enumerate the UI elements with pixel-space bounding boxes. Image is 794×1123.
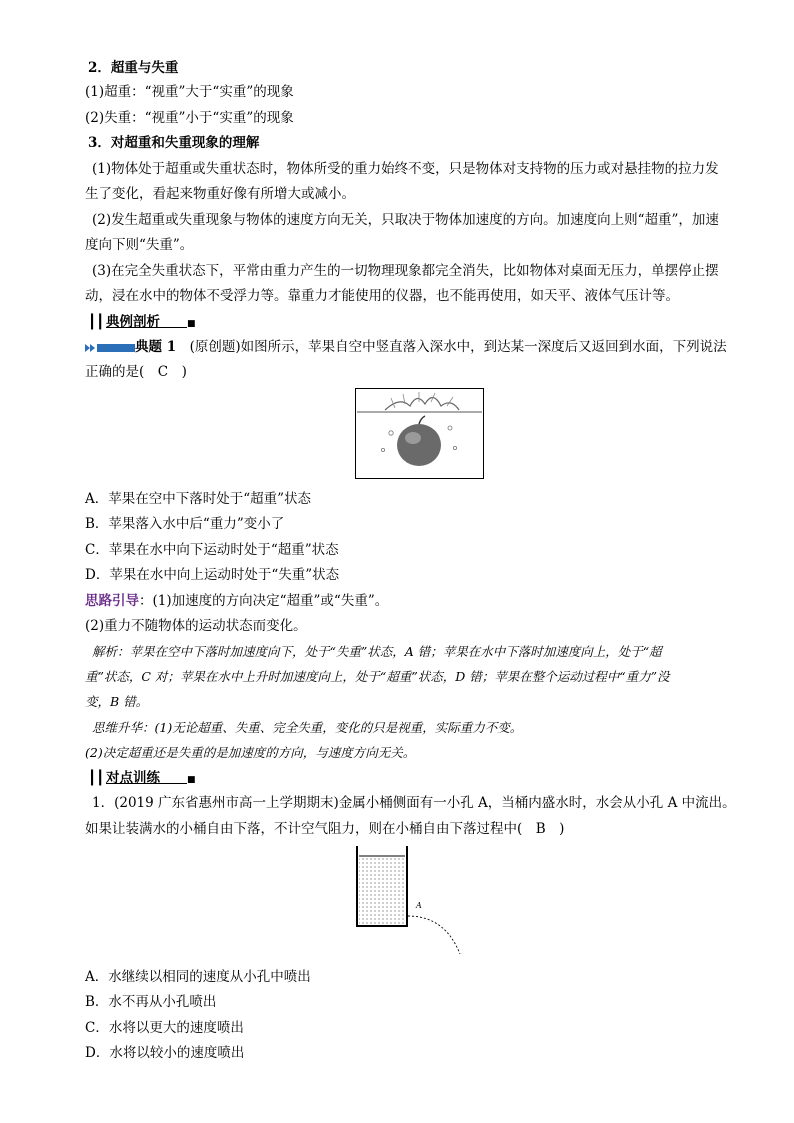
bucket-diagram (350, 846, 466, 956)
heading-overweight-underweight: 2．超重与失重 (88, 60, 179, 76)
example-option-b: B．苹果落入水中后“重力”变小了 (85, 516, 285, 532)
example-question-line-1 (85, 337, 727, 357)
section-bars-icon: ┃┃ (88, 770, 105, 786)
exercise-option-d: D．水将以较小的速度喷出 (85, 1045, 245, 1061)
hint-text-1: ：(1)加速度的方向决定“超重”或“失重”。 (139, 593, 389, 609)
exercise-option-c: C．水将以更大的速度喷出 (85, 1020, 244, 1036)
section-header-examples (88, 312, 196, 334)
analysis-line-2: 重”状态，C 对；苹果在水中上升时加速度向上，处于“超重”状态，D 错；苹果在整个运动过程中“重力”没 (85, 669, 670, 684)
section-title: 典例剖析 (106, 314, 160, 330)
heading-understanding: 3．对超重和失重现象的理解 (88, 135, 260, 151)
exercise-option-b: B．水不再从小孔喷出 (85, 994, 217, 1010)
section-bars-icon: ┃┃ (88, 314, 105, 330)
hint-label: 思路引导 (85, 593, 139, 609)
apple-splash-image (355, 388, 484, 479)
example-question-line-2: 正确的是( C ) (85, 364, 187, 380)
paragraph-3-line-2: 动，浸在水中的物体不受浮力等。靠重力才能使用的仪器，也不能再使用，如天平、液体气压计等。 (85, 288, 679, 304)
hole-label: A (416, 901, 422, 910)
example-option-c: C．苹果在水中向下运动时处于“超重”状态 (85, 542, 339, 558)
definition-underweight: (2)失重：“视重”小于“实重”的现象 (85, 110, 294, 126)
paragraph-1-line-1: (1)物体处于超重或失重状态时，物体所受的重力始终不变，只是物体对支持物的压力或对悬挂物的拉力发 (92, 161, 719, 177)
paragraph-2-line-2: 度向下则“失重”。 (85, 237, 194, 253)
section-end-mark: ■ (187, 775, 196, 785)
example-option-a: A．苹果在空中下落时处于“超重”状态 (85, 491, 312, 507)
example-label: 典题 1 (135, 339, 177, 355)
paragraph-2-line-1: (2)发生超重或失重现象与物体的速度方向无关，只取决于物体加速度的方向。加速度向上则“超重”，加速 (92, 212, 719, 228)
hint-line-1 (85, 591, 388, 611)
paragraph-3-line-1: (3)在完全失重状态下，平常由重力产生的一切物理现象都完全消失，比如物体对桌面无压力，单摆停止摆 (92, 263, 719, 279)
exercise-question-line-2: 如果让装满水的小桶自由下落，不计空气阻力，则在小桶自由下落过程中( B ) (85, 821, 565, 837)
hint-line-2: (2)重力不随物体的运动状态而变化。 (85, 618, 307, 634)
exercise-option-a: A．水继续以相同的速度从小孔中喷出 (85, 969, 311, 985)
analysis-line-3: 变，B 错。 (85, 694, 149, 709)
paragraph-1-line-2: 生了变化，看起来物重好像有所增大或减小。 (85, 186, 355, 202)
example-text: (原创题)如图所示，苹果自空中竖直落入深水中，到达某一深度后又返回到水面，下列说法 (189, 339, 727, 355)
section-header-practice (88, 768, 196, 790)
example-tag-icon (85, 342, 135, 354)
example-option-d: D．苹果在水中向上运动时处于“失重”状态 (85, 567, 340, 583)
exercise-question-line-1: 1．(2019 广东省惠州市高一上学期期末)金属小桶侧面有一小孔 A，当桶内盛水时，水会从小孔 A 中流出。 (92, 795, 736, 811)
section-title: 对点训练 (106, 770, 160, 786)
summary-line-2: (2)决定超重还是失重的是加速度的方向，与速度方向无关。 (85, 745, 416, 760)
summary-line-1: 思维升华：(1)无论超重、失重、完全失重，变化的只是视重，实际重力不变。 (92, 720, 523, 735)
section-end-mark: ■ (187, 319, 196, 329)
definition-overweight: (1)超重：“视重”大于“实重”的现象 (85, 84, 294, 100)
analysis-line-1: 解析：苹果在空中下落时加速度向下，处于“失重”状态，A 错；苹果在水中下落时加速度向上，处于“超 (92, 644, 662, 659)
